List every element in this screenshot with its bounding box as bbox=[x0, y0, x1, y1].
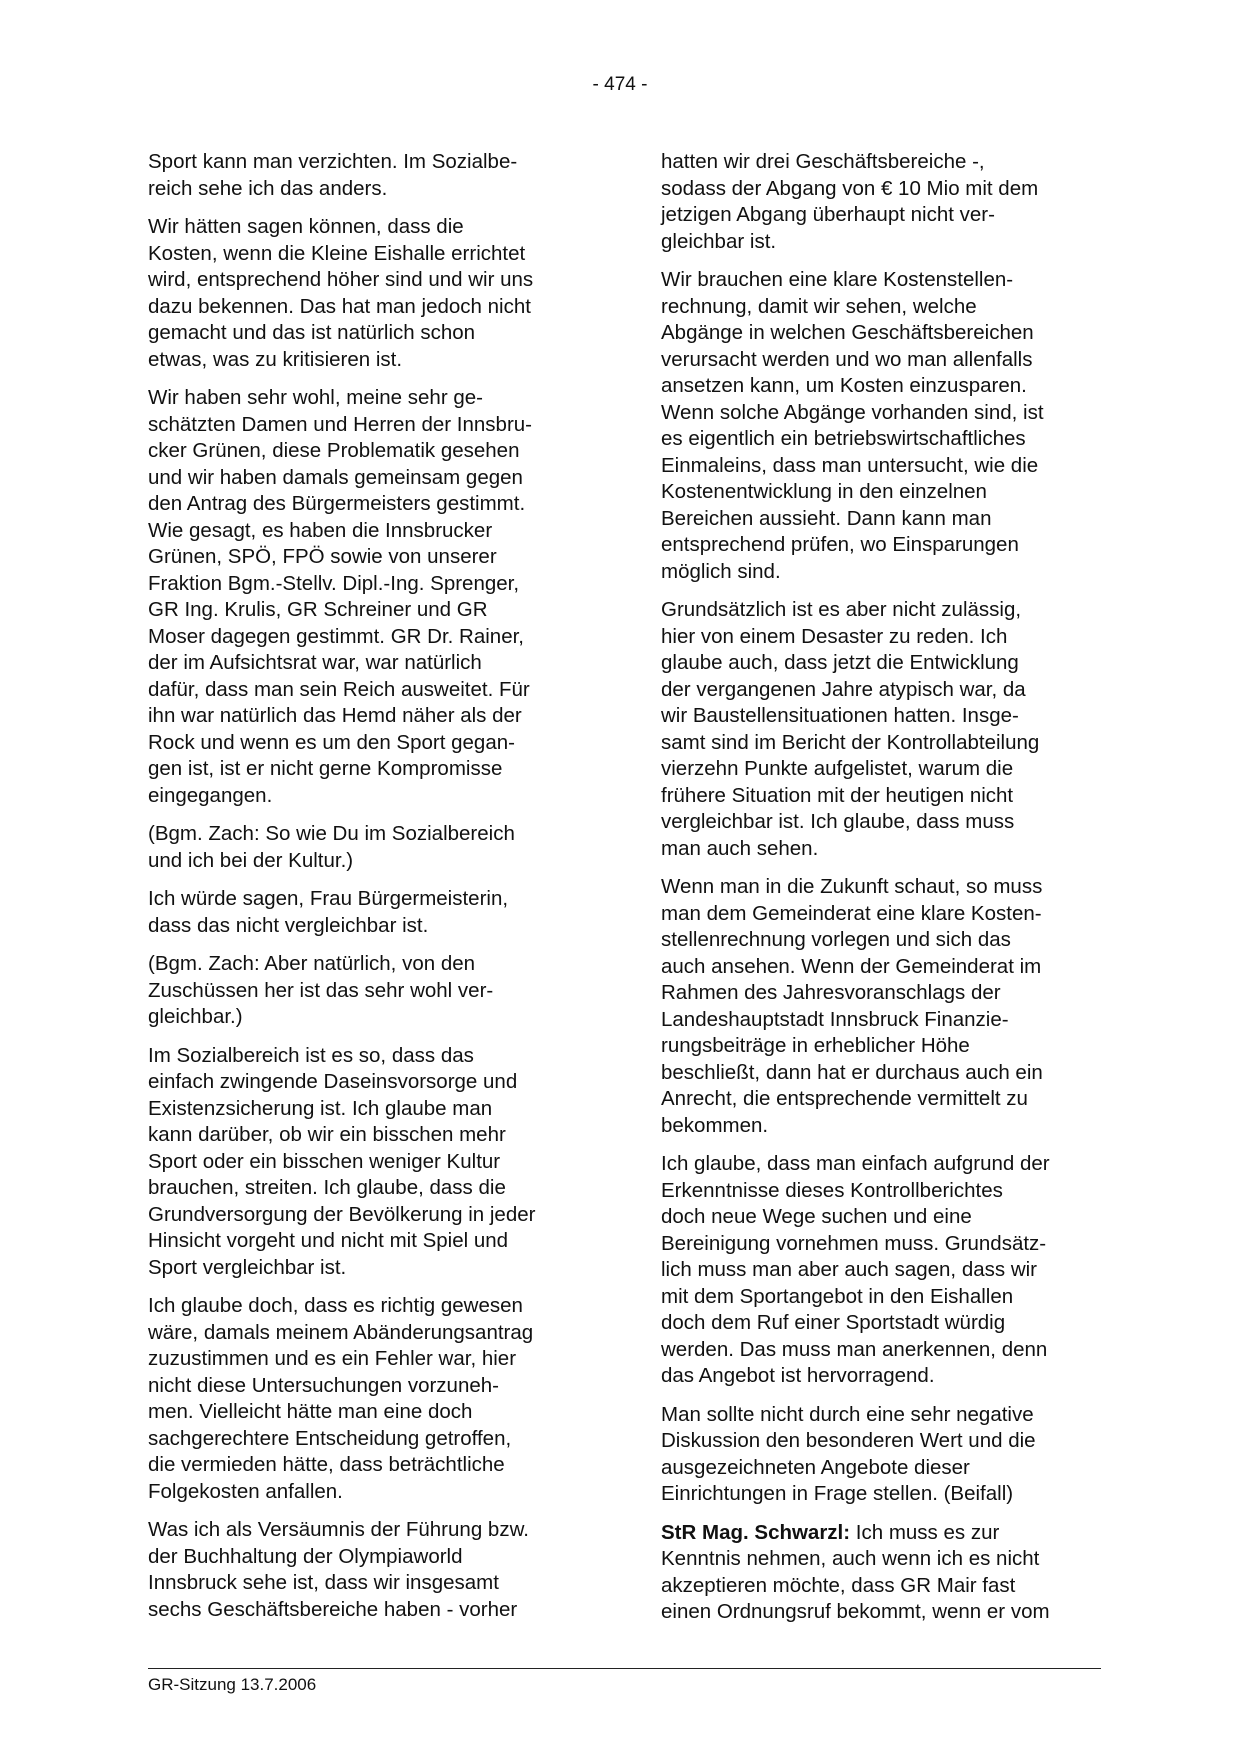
paragraph: Ich würde sagen, Frau Bürgermeisterin, dass das nicht vergleichbar ist. bbox=[148, 887, 509, 937]
paragraph: Wir hätten sagen können, dass die Kosten, wenn die Kleine Eishalle errichtet wird, entsprechend höher sind und wir uns dazu bekennen. Das hat man jedoch nicht gemacht und das ist natürlich schon etwas, was zu kritisieren ist. bbox=[148, 215, 534, 371]
interjection: (Bgm. Zach: So wie Du im Sozialbereich und ich bei der Kultur.) bbox=[148, 822, 515, 872]
paragraph: Grundsätzlich ist es aber nicht zulässig, hier von einem Desaster zu reden. Ich glaube auch, dass jetzt die Entwicklung der vergangenen Jahre atypisch war, da wir Baustellensituationen hatten. Insge- samt sind im Bericht der Kontrollabteilung vierzehn Punkte aufgelistet, warum die frühere Situation mit der heutigen nicht vergleichbar ist. Ich glaube, dass muss man auch sehen. bbox=[661, 598, 1040, 860]
paragraph: Ich glaube doch, dass es richtig gewesen wäre, damals meinem Abänderungsantrag zuzustimmen und es ein Fehler war, hier nicht diese Untersuchungen vorzuneh- men. Vielleicht hätte man eine doch sachgerechtere Entscheidung getroffen, die vermieden hätte, dass beträchtliche Folgekosten anfallen. bbox=[148, 1294, 534, 1503]
paragraph: Im Sozialbereich ist es so, dass das einfach zwingende Daseinsvorsorge und Existenzsicherung ist. Ich glaube man kann darüber, ob wir ein bisschen mehr Sport oder ein bisschen weniger Kultur brauchen, streiten. Ich glaube, dass die Grundversorgung der Bevölkerung in jeder Hinsicht vorgeht und nicht mit Spiel und Sport vergleichbar ist. bbox=[148, 1043, 536, 1279]
footer-text: GR-Sitzung 13.7.2006 bbox=[148, 1675, 317, 1694]
left-column bbox=[148, 149, 596, 1635]
interjection: (Bgm. Zach: Aber natürlich, von den Zuschüssen her ist das sehr wohl ver- gleichbar.) bbox=[148, 952, 494, 1028]
footer-divider bbox=[148, 1668, 1101, 1669]
paragraph: Sport kann man verzichten. Im Sozialbe- reich sehe ich das anders. bbox=[148, 150, 518, 200]
speech-paragraph bbox=[661, 1520, 1109, 1626]
right-column bbox=[661, 149, 1109, 1638]
paragraph: Ich glaube, dass man einfach aufgrund der Erkenntnisse dieses Kontrollberichtes doch neue Wege suchen und eine Bereinigung vornehmen muss. Grundsätz- lich muss man aber auch sagen, dass wir mit dem Sportangebot in den Eishallen doch dem Ruf einer Sportstadt würdig werden. Das muss man anerkennen, denn das Angebot ist hervorragend. bbox=[661, 1152, 1050, 1387]
paragraph: Wir haben sehr wohl, meine sehr ge- schätzten Damen und Herren der Innsbru- cker Grünen, diese Problematik gesehen und wir haben damals gemeinsam gegen den Antrag des Bürgermeisters gestimmt. Wie gesagt, es haben die Innsbrucker Grünen, SPÖ, FPÖ sowie von unserer Fraktion Bgm.-Stellv. Dipl.-Ing. Sprenger, GR Ing. Krulis, GR Schreiner und GR Moser dagegen gestimmt. GR Dr. Rainer, der im Aufsichtsrat war, war natürlich dafür, dass man sein Reich ausweitet. Für ihn war natürlich das Hemd näher als der Rock und wenn es um den Sport gegan- gen ist, ist er nicht gerne Kompromisse eingegangen. bbox=[148, 386, 533, 807]
speaker-name: StR Mag. Schwarzl: bbox=[661, 1520, 851, 1544]
paragraph: hatten wir drei Geschäftsbereiche -, sodass der Abgang von € 10 Mio mit dem jetzigen Abgang überhaupt nicht ver- gleichbar ist. bbox=[661, 150, 1039, 253]
paragraph: Wenn man in die Zukunft schaut, so muss man dem Gemeinderat eine klare Kosten- stellenrechnung vorlegen und sich das auch ansehen. Wenn der Gemeinderat im Rahmen des Jahresvoranschlags der Landeshauptstadt Innsbruck Finanzie- rungsbeiträge in erheblicher Höhe beschließt, dann hat er durchaus auch ein Anrecht, die entsprechende vermittelt zu bekommen. bbox=[661, 875, 1043, 1137]
speech-text: Ich muss es zur Kenntnis nehmen, auch wenn ich es nicht akzeptieren möchte, dass GR Mair fast einen Ordnungsruf bekommt, wenn er vom bbox=[661, 1520, 1050, 1623]
paragraph: Was ich als Versäumnis der Führung bzw. der Buchhaltung der Olympiaworld Innsbruck sehe ist, dass wir insgesamt sechs Geschäftsbereiche haben - vorher bbox=[148, 1518, 529, 1621]
page-number: - 474 - bbox=[592, 74, 648, 95]
paragraph: Wir brauchen eine klare Kostenstellen- rechnung, damit wir sehen, welche Abgänge in welchen Geschäftsbereichen verursacht werden und wo man allenfalls ansetzen kann, um Kosten einzusparen. Wenn solche Abgänge vorhanden sind, ist es eigentlich ein betriebswirtschaftliches Einmaleins, dass man untersucht, wie die Kostenentwicklung in den einzelnen Bereichen aussieht. Dann kann man entsprechend prüfen, wo Einsparungen möglich sind. bbox=[661, 268, 1044, 583]
paragraph: Man sollte nicht durch eine sehr negative Diskussion den besonderen Wert und die ausgezeichneten Angebote dieser Einrichtungen in Frage stellen. (Beifall) bbox=[661, 1402, 1036, 1505]
